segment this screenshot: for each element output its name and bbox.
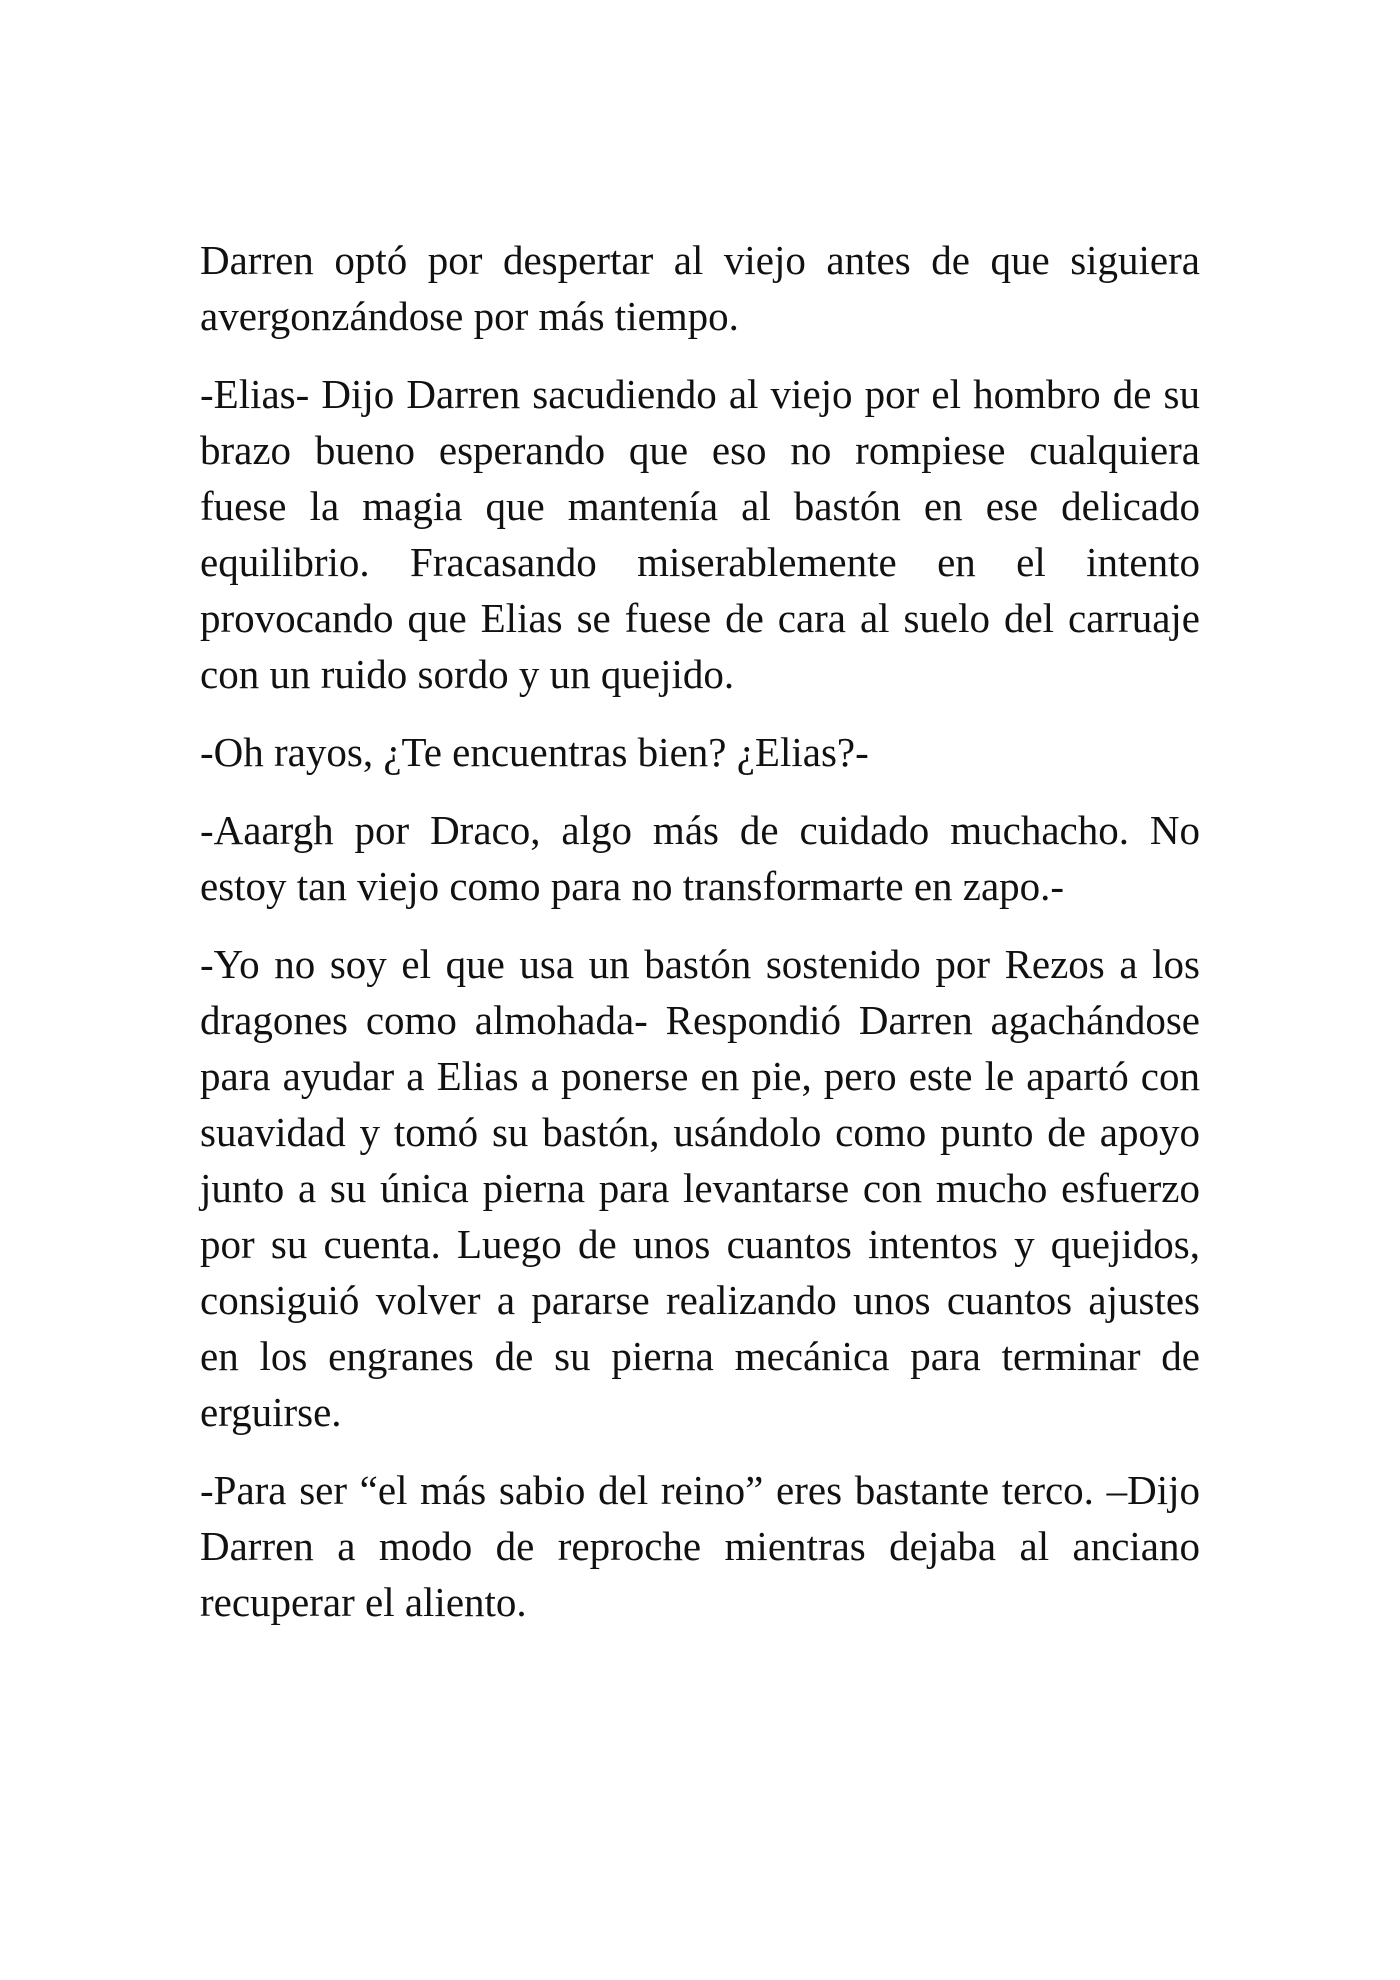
paragraph-1: Darren optó por despertar al viejo antes de que siguiera avergonzándose por más tiempo. [200, 237, 1200, 339]
paragraph-5: -Yo no soy el que usa un bastón sostenido por Rezos a los dragones como almohada- Respondió Darren agachándose para ayudar a Elias a ponerse en pie, pero este le apartó con suavidad y tomó su bastón, usándolo como punto de apoyo junto a su única pierna para levantarse con mucho esfuerzo por su cuenta. Luego de unos cuantos intentos y quejidos, consiguió volver a pararse realizando unos cuantos ajustes en los engranes de su pierna mecánica para terminar de erguirse. [200, 941, 1200, 1435]
paragraph-3: -Oh rayos, ¿Te encuentras bien? ¿Elias?- [200, 729, 869, 775]
paragraph-6: -Para ser “el más sabio del reino” eres bastante terco. –Dijo Darren a modo de reproche mientras dejaba al anciano recuperar el aliento. [200, 1467, 1200, 1625]
body-text [200, 232, 1200, 1652]
paragraph-4: -Aaargh por Draco, algo más de cuidado muchacho. No estoy tan viejo como para no transformarte en zapo.- [200, 807, 1200, 909]
paragraph-2: -Elias- Dijo Darren sacudiendo al viejo por el hombro de su brazo bueno esperando que eso no rompiese cualquiera fuese la magia que mantenía al bastón en ese delicado equilibrio. Fracasando miserablemente en el intento provocando que Elias se fuese de cara al suelo del carruaje con un ruido sordo y un quejido. [200, 371, 1200, 697]
